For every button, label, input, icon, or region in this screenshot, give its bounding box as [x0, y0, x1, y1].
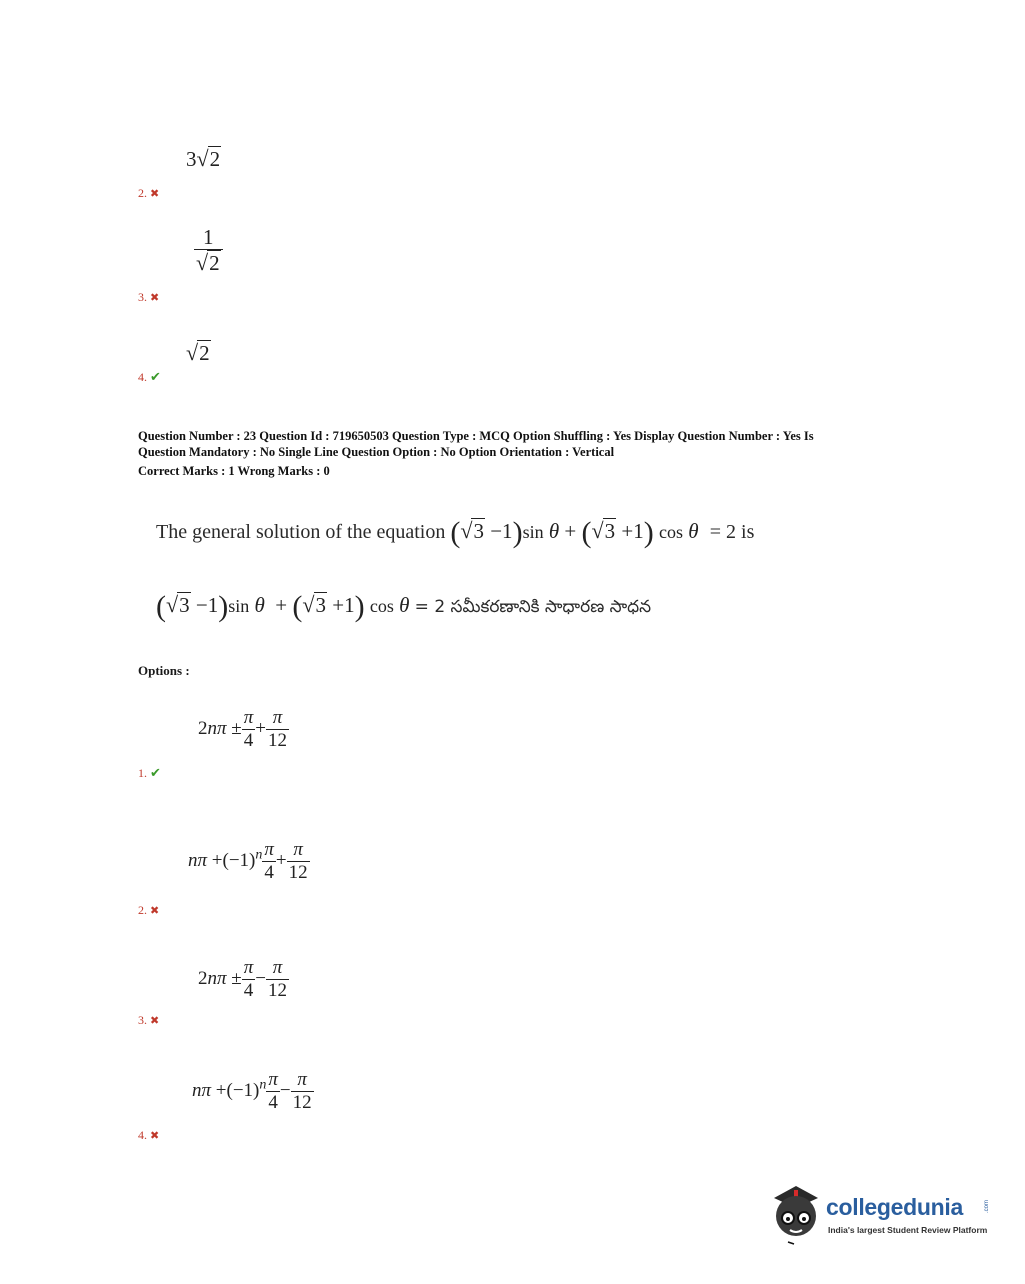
cross-icon: ✖ [150, 1014, 160, 1027]
option-4-expression: $n\pi +(-1)^n$ $\frac{\pi}{4}$ − $\frac{\pi}{12}$ [192, 1069, 312, 1113]
check-icon: ✔ [150, 370, 161, 385]
meta-line-2: Question Mandatory : No Single Line Question Option : No Option Orientation : Vertical [138, 445, 615, 459]
mascot-icon [766, 1178, 826, 1246]
prev-option-3-expression: $\frac{1}{√2}$ [194, 226, 223, 274]
question-metadata [138, 428, 898, 479]
meta-line-1: Question Number : 23 Question Id : 719650503 Question Type : MCQ Option Shuffling : Yes Display Question Number : Yes Is [138, 429, 814, 443]
meta-line-3: Correct Marks : 1 Wrong Marks : 0 [138, 464, 330, 478]
option-4-label: 4. ✖ [138, 1128, 160, 1142]
option-1-label: 1. ✔ [138, 766, 161, 781]
prev-option-2-label: 2. ✖ [138, 186, 160, 200]
prev-option-2-expression: 3√2 [186, 146, 221, 171]
equation-telugu: (√3 −1)sin θ + (√3 +1) cos θ [156, 590, 410, 623]
cross-icon: ✖ [150, 187, 160, 200]
logo-domain: .com [984, 1200, 990, 1214]
option-2-label: 2. ✖ [138, 903, 160, 917]
question-text-english: The general solution of the equation (√3 −1)sin θ + (√3 +1) cos θ = 2 is [156, 516, 755, 549]
collegedunia-logo[interactable] [766, 1178, 996, 1248]
logo-name: collegedunia [826, 1194, 963, 1220]
question-text-telugu: (√3 −1)sin θ + (√3 +1) cos θ = 2 సమీకరణానికి సాధారణ సాధన [156, 590, 652, 623]
option-1-expression: 2nπ ± $\frac{\pi}{4}$ + $\frac{\pi}{12}$ [198, 707, 287, 751]
logo-tagline: India's largest Student Review Platform [828, 1225, 988, 1235]
options-heading: Options : [138, 663, 190, 678]
prev-option-4-label: 4. ✔ [138, 370, 161, 385]
equation-english: (√3 −1)sin θ + (√3 +1) cos θ [450, 516, 699, 549]
cross-icon: ✖ [150, 291, 160, 304]
option-2-expression: $n\pi +(-1)^n$ $\frac{\pi}{4}$ + $\frac{\pi}{12}$ [188, 839, 308, 883]
option-3-label: 3. ✖ [138, 1013, 160, 1027]
check-icon: ✔ [150, 766, 161, 781]
prev-option-3-label: 3. ✖ [138, 290, 160, 304]
option-3-expression: 2nπ ± $\frac{\pi}{4}$ − $\frac{\pi}{12}$ [198, 957, 287, 1001]
cross-icon: ✖ [150, 904, 160, 917]
cross-icon: ✖ [150, 1129, 160, 1142]
prev-option-4-expression: √2 [186, 340, 210, 365]
